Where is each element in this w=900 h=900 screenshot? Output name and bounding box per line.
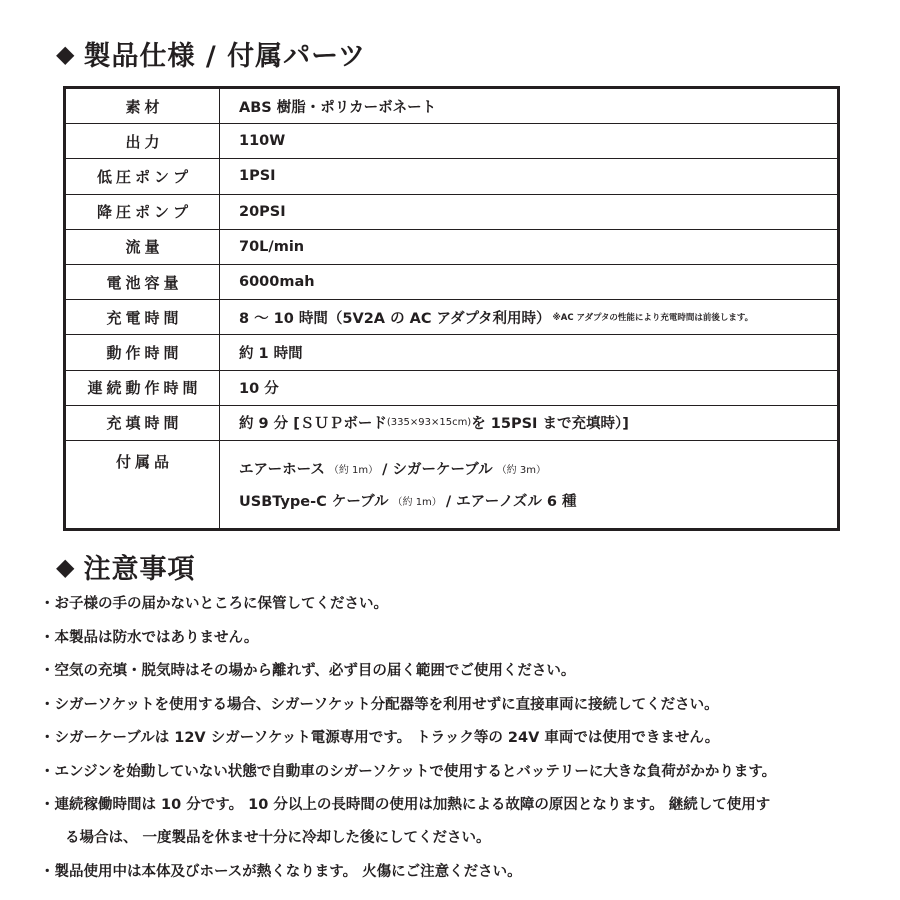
row-value: 110W <box>239 133 286 150</box>
list-item: ・本製品は防水ではありません。 <box>40 629 259 646</box>
fill-time-value: 約 9 分 [ＳＵＰボード <box>239 416 387 433</box>
list-item <box>40 795 880 849</box>
table-row <box>66 195 837 230</box>
charge-time-value: 8 ～ 10 時間（5V2A の AC アダプタ利用時） <box>239 310 551 327</box>
list-item: ・シガーケーブルは 12V シガーソケット電源専用です。 トラック等の 24V 車両では使用できません。 <box>40 730 720 746</box>
row-label: 動作時間 <box>66 335 220 369</box>
row-label: 低圧ポンプ <box>66 159 220 193</box>
row-label: 付属品 <box>66 441 220 528</box>
accessory-line <box>239 452 550 484</box>
row-value: 約 1 時間 <box>239 345 303 362</box>
notes-list <box>40 594 880 895</box>
table-row <box>66 159 837 194</box>
fill-time-value-end: を 15PSI まで充填時）] <box>471 416 629 433</box>
table-row <box>66 230 837 265</box>
row-label: 充填時間 <box>66 406 220 440</box>
accessory-length: （約 3m） <box>496 464 546 476</box>
table-row <box>66 124 837 159</box>
list-item-text: ・連続稼働時間は 10 分です。 10 分以上の長時間の使用は加熱による故障の原因となります。 継続して使用す <box>40 797 771 813</box>
row-value: 20PSI <box>239 203 286 220</box>
diamond-icon: ◆ <box>56 552 76 581</box>
table-row <box>66 406 837 441</box>
row-label: 充電時間 <box>66 300 220 334</box>
row-value <box>220 300 837 334</box>
list-item-continuation: る場合は、 一度製品を休ませ十分に冷却した後にしてください。 <box>65 830 491 846</box>
row-label: 降圧ポンプ <box>66 195 220 229</box>
list-item: ・製品使用中は本体及びホースが熱くなります。 火傷にご注意ください。 <box>40 863 522 880</box>
accessory-text: エアーホース <box>239 461 325 478</box>
list-item: ・エンジンを始動していない状態で自動車のシガーソケットで使用するとバッテリーに大きな負荷がかかります。 <box>40 763 777 780</box>
table-row <box>66 300 837 335</box>
list-item: ・シガーソケットを使用する場合、シガーソケット分配器等を利用せずに直接車両に接続してください。 <box>40 696 719 713</box>
row-value: 70L/min <box>239 238 305 255</box>
row-value: 6000mah <box>239 274 315 291</box>
accessory-text: USBType-C ケーブル <box>239 493 389 510</box>
notes-title: 注意事項 <box>83 554 196 585</box>
table-row <box>66 441 837 528</box>
row-value <box>220 441 837 528</box>
row-label: 流量 <box>66 230 220 264</box>
row-label: 連続動作時間 <box>66 371 220 405</box>
table-row <box>66 335 837 370</box>
row-value: 1PSI <box>239 168 276 185</box>
spec-heading <box>56 34 366 73</box>
row-label: 素材 <box>66 89 220 123</box>
charge-time-note: ※AC アダプタの性能により充電時間は前後します。 <box>552 313 754 324</box>
row-label: 電池容量 <box>66 265 220 299</box>
table-row <box>66 89 837 124</box>
row-value: ABS 樹脂・ポリカーボネート <box>239 99 437 116</box>
accessory-text: / シガーケーブル <box>382 461 493 478</box>
accessory-length: （約 1m） <box>328 464 379 476</box>
accessory-length: （約 1m） <box>392 496 442 508</box>
table-row <box>66 265 837 300</box>
table-row <box>66 371 837 406</box>
list-item: ・空気の充填・脱気時はその場から離れず、必ず目の届く範囲でご使用ください。 <box>40 663 576 679</box>
accessory-text: / エアーノズル 6 種 <box>445 493 577 510</box>
list-item: ・お子様の手の届かないところに保管してください。 <box>40 596 388 612</box>
accessory-line <box>239 484 577 516</box>
row-value <box>220 406 837 440</box>
fill-time-dimensions: (335×93×15cm) <box>386 417 472 429</box>
diamond-icon: ◆ <box>56 39 76 68</box>
spec-title: 製品仕様 / 付属パーツ <box>83 41 367 72</box>
spec-table <box>63 86 840 531</box>
row-label: 出力 <box>66 124 220 158</box>
notes-heading <box>56 547 195 586</box>
row-value: 10 分 <box>239 381 279 398</box>
